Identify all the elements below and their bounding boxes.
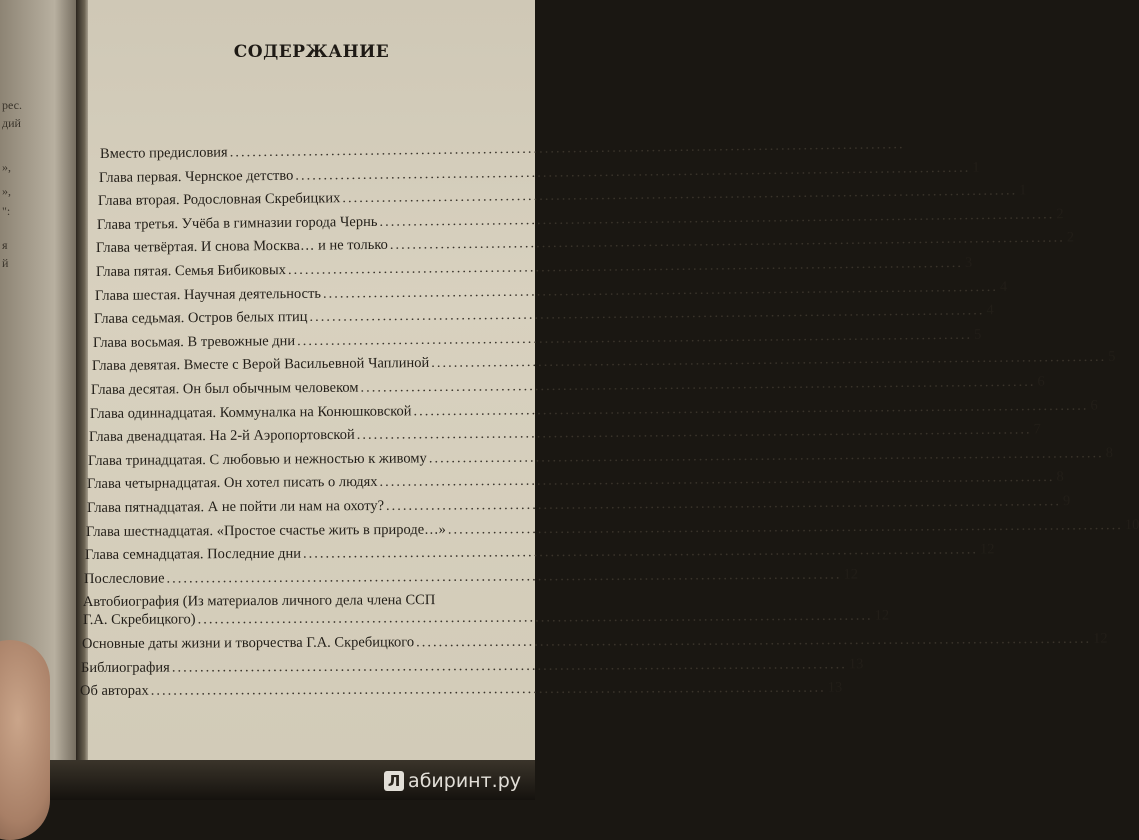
toc-leader-dots: ........................................................................................................................ bbox=[379, 206, 1055, 230]
toc-entry-label: Глава шестнадцатая. «Простое счастье жить в природе…» bbox=[85, 521, 446, 540]
toc-leader-dots: ........................................................................................................................ bbox=[322, 278, 998, 302]
toc-entry-label: Глава вторая. Родословная Скребицких bbox=[98, 190, 341, 210]
toc-leader-dots: ........................................................................................................................ bbox=[390, 229, 1066, 254]
toc-page-number: 6 bbox=[1037, 373, 1045, 390]
toc-page-number: 1 bbox=[972, 159, 980, 176]
toc-leader-dots: ........................................................................................................................ bbox=[150, 679, 826, 699]
toc-entry-label: Библиография bbox=[81, 659, 170, 676]
toc-entry bbox=[88, 444, 1114, 469]
toc-entry bbox=[95, 254, 972, 281]
toc-entry bbox=[81, 630, 1108, 653]
toc-page-number: 3 bbox=[964, 254, 972, 271]
toc-entry bbox=[84, 541, 995, 564]
toc-page-number: 2 bbox=[1056, 205, 1065, 223]
toc-page-number: 12 bbox=[979, 541, 995, 558]
toc-leader-dots: ........................................................................................................................ bbox=[296, 326, 972, 349]
toc-page-number: 2 bbox=[1067, 229, 1075, 246]
watermark bbox=[384, 770, 521, 792]
toc-entry bbox=[99, 136, 905, 163]
toc-page-number: 8 bbox=[1056, 469, 1065, 486]
toc-entry bbox=[90, 373, 1045, 399]
toc-entry-label: Глава пятая. Семья Бибиковых bbox=[95, 262, 286, 280]
toc-entry bbox=[96, 229, 1075, 258]
toc-leader-dots: ........................................................................................................................ bbox=[287, 254, 963, 278]
toc-page-number: 10 bbox=[1124, 516, 1139, 533]
watermark-text: абиринт.ру bbox=[408, 770, 521, 792]
toc-leader-dots: ........................................................................................................................ bbox=[379, 469, 1055, 491]
toc-page-number: 12 bbox=[843, 566, 858, 583]
toc-leader-dots: ........................................................................................................................ bbox=[166, 566, 842, 587]
toc-leader-dots: ........................................................................................................................ bbox=[413, 397, 1089, 419]
toc-entry-label: Глава седьмая. Остров белых птиц bbox=[93, 309, 308, 328]
toc-entry bbox=[90, 397, 1098, 423]
toc-entry bbox=[91, 349, 1116, 375]
toc-page-number: 9 bbox=[1062, 493, 1070, 510]
toc-leader-dots: ........................................................................................................................ bbox=[229, 136, 905, 161]
toc-entry-label-line1: Автобиография (Из материалов личного дела члена ССП bbox=[82, 592, 436, 611]
toc-entry-label: Глава третья. Учёба в гимназии города Чернь bbox=[97, 213, 378, 233]
thumb bbox=[0, 640, 50, 840]
toc-entry-label: Об авторах bbox=[80, 682, 149, 700]
toc-entry-label: Глава семнадцатая. Последние дни bbox=[84, 545, 301, 564]
toc-entry bbox=[98, 159, 980, 186]
toc-entry bbox=[82, 592, 890, 630]
toc-page-number: 6 bbox=[1090, 397, 1098, 414]
toc-entry bbox=[83, 566, 858, 588]
toc-page-number: 12 bbox=[1093, 630, 1108, 647]
toc-entry bbox=[94, 278, 1007, 304]
toc-entry bbox=[92, 326, 982, 352]
toc-entry-label: Глава пятнадцатая. А не пойти ли нам на охоту? bbox=[86, 497, 384, 516]
left-page-fragment: ": bbox=[2, 204, 11, 218]
toc-page-number: 13 bbox=[848, 655, 864, 672]
left-page-fragment: я bbox=[2, 238, 8, 252]
toc-leader-dots: ........................................................................................................................ bbox=[171, 655, 847, 676]
toc-page-number: 5 bbox=[973, 326, 982, 343]
toc-leader-dots: ........................................................................................................................ bbox=[416, 630, 1092, 651]
toc-entry bbox=[87, 469, 1065, 493]
toc-entry-label: Глава четвёртая. И снова Москва… и не только bbox=[96, 237, 389, 257]
toc-page-number: 5 bbox=[1108, 349, 1116, 366]
toc-entry bbox=[93, 302, 994, 328]
toc-entry bbox=[86, 493, 1070, 517]
left-page-fragment: », bbox=[2, 160, 11, 174]
toc-leader-dots: ........................................................................................................................ bbox=[429, 444, 1105, 467]
toc-page-number: 4 bbox=[999, 278, 1007, 295]
toc-entry-label: Глава девятая. Вместе с Верой Васильевной Чаплиной bbox=[91, 355, 430, 375]
toc-page-number: 4 bbox=[986, 302, 994, 319]
toc-entry-label: Глава четырнадцатая. Он хотел писать о людях bbox=[87, 474, 378, 493]
toc-entry-label: Вместо предисловия bbox=[99, 144, 228, 162]
left-page-fragment: й bbox=[2, 256, 9, 270]
left-page-fragment: », bbox=[2, 184, 11, 198]
toc-page-number: 12 bbox=[874, 607, 890, 624]
toc-entry bbox=[89, 421, 1042, 447]
toc-entry bbox=[98, 182, 1027, 210]
toc-page-number: 7 bbox=[1033, 421, 1042, 438]
toc-page-number: 13 bbox=[827, 679, 843, 696]
toc-leader-dots: ........................................................................................................................ bbox=[342, 182, 1018, 207]
left-page-fragment: дий bbox=[2, 116, 21, 130]
toc-leader-dots: ........................................................................................................................ bbox=[356, 421, 1032, 444]
left-page-fragment: рес. bbox=[2, 98, 22, 112]
toc-entry-label: Глава десятая. Он был обычным человеком bbox=[90, 379, 359, 398]
toc-leader-dots: ........................................................................................................................ bbox=[309, 302, 985, 326]
toc-entry-label: Глава тринадцатая. С любовью и нежностью к живому bbox=[88, 450, 428, 469]
toc-page bbox=[80, 0, 1139, 760]
toc-leader-dots: ........................................................................................................................ bbox=[431, 349, 1107, 372]
toc-entry-label: Глава шестая. Научная деятельность bbox=[94, 285, 321, 304]
toc-leader-dots: ........................................................................................................................ bbox=[447, 516, 1123, 538]
toc-leader-dots: ........................................................................................................................ bbox=[385, 493, 1061, 514]
toc-page-number: 8 bbox=[1105, 444, 1114, 461]
toc-entry-label: Послесловие bbox=[83, 570, 165, 587]
toc-entry bbox=[81, 655, 864, 676]
page-title: СОДЕРЖАНИЕ bbox=[233, 42, 390, 62]
toc-entry bbox=[85, 516, 1139, 541]
toc-entry-label: Основные даты жизни и творчества Г.А. Скребицкого bbox=[81, 634, 415, 652]
toc-entry bbox=[80, 679, 843, 700]
toc-entry-label: Глава восьмая. В тревожные дни bbox=[92, 332, 295, 351]
toc-page-number: 1 bbox=[1019, 182, 1027, 199]
toc-leader-dots: ........................................................................................................................ bbox=[197, 607, 873, 628]
toc-leader-dots: ........................................................................................................................ bbox=[302, 541, 978, 562]
toc-entry-label: Глава двенадцатая. На 2-й Аэропортовской bbox=[89, 427, 355, 446]
toc-entry-label: Глава одиннадцатая. Коммуналка на Конюшковской bbox=[90, 402, 412, 422]
toc-entry-label: Глава первая. Чернское детство bbox=[98, 167, 294, 186]
toc-leader-dots: ........................................................................................................................ bbox=[295, 159, 971, 184]
toc-entry-label: Г.А. Скребицкого) bbox=[82, 611, 196, 629]
toc-leader-dots: ........................................................................................................................ bbox=[360, 373, 1036, 396]
labirint-logo-icon: Л bbox=[384, 771, 404, 791]
toc-entry bbox=[97, 205, 1065, 234]
